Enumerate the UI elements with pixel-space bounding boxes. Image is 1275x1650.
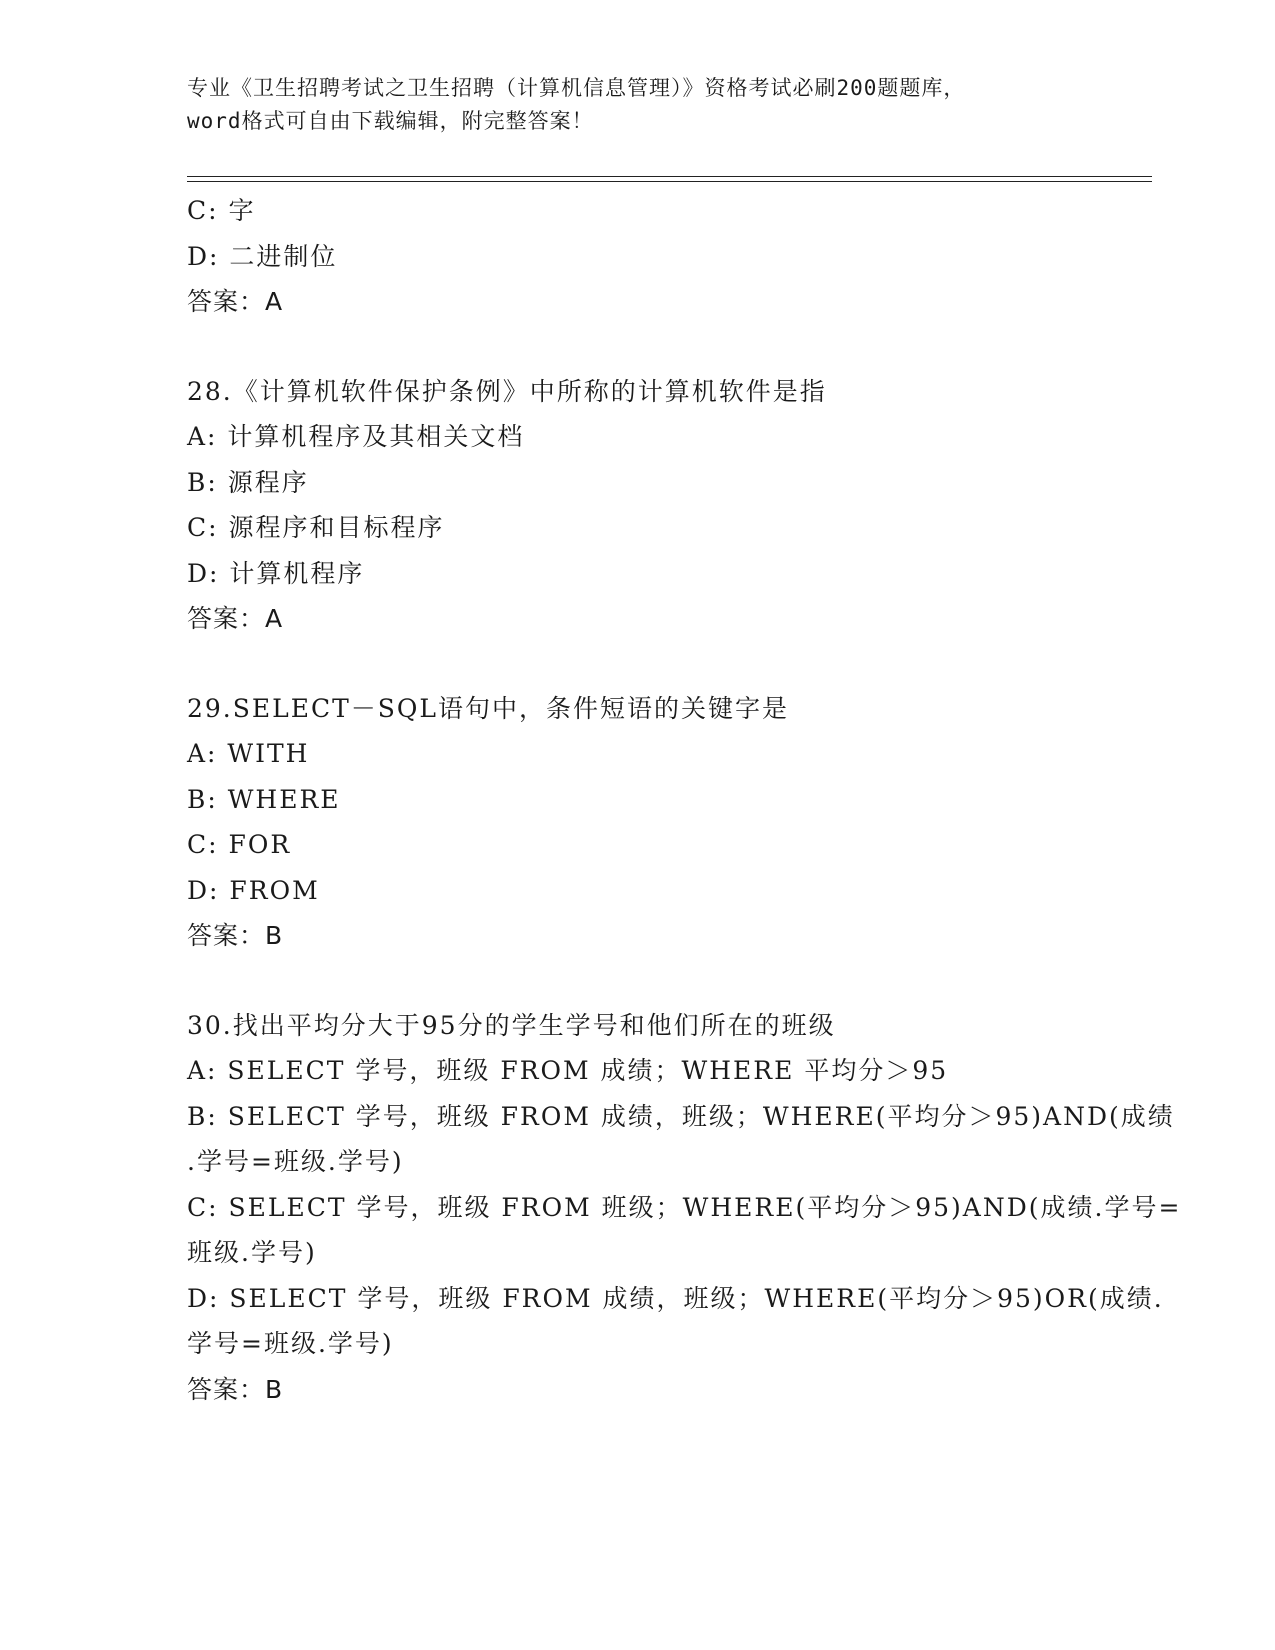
q28-option-b: B: 源程序 xyxy=(187,467,309,497)
q29-option-b: B: WHERE xyxy=(187,784,341,814)
q28-option-a: A: 计算机程序及其相关文档 xyxy=(187,422,525,451)
q28-answer: 答案：A xyxy=(187,604,284,633)
document-header xyxy=(187,72,1087,138)
spacer xyxy=(187,325,1087,369)
q30-option-c-line2: 班级.学号) xyxy=(187,1238,317,1267)
q29-option-a: A: WITH xyxy=(187,739,310,768)
q28-question: 28.《计算机软件保护条例》中所称的计算机软件是指 xyxy=(187,376,827,406)
q30-option-a: A: SELECT 学号，班级 FROM 成绩；WHERE 平均分＞95 xyxy=(187,1056,949,1085)
q29-option-d: D: FROM xyxy=(187,875,320,905)
q30-answer: 答案：B xyxy=(187,1374,284,1404)
prev-option-d: D: 二进制位 xyxy=(187,241,338,271)
prev-answer: 答案：A xyxy=(187,287,284,316)
q30-option-b-line1: B: SELECT 学号，班级 FROM 成绩，班级；WHERE(平均分＞95)AND(成绩 xyxy=(187,1101,1175,1131)
q30-option-d-line2: 学号=班级.学号) xyxy=(187,1329,394,1358)
header-rule-top xyxy=(187,176,1152,177)
q29-question: 29.SELECT－SQL语句中，条件短语的关键字是 xyxy=(187,693,790,723)
prev-option-c: C: 字 xyxy=(187,196,256,225)
q30-question: 30.找出平均分大于95分的学生学号和他们所在的班级 xyxy=(187,1010,836,1040)
spacer xyxy=(187,959,1087,1003)
q28-option-c: C: 源程序和目标程序 xyxy=(187,513,445,542)
header-line-1: 专业《卫生招聘考试之卫生招聘（计算机信息管理）》资格考试必刷200题题库， xyxy=(187,76,966,100)
q30-option-b-line2: .学号=班级.学号) xyxy=(187,1147,404,1176)
q29-option-c: C: FOR xyxy=(187,830,292,859)
header-rule-bottom xyxy=(187,181,1152,182)
q28-option-d: D: 计算机程序 xyxy=(187,558,365,588)
header-line-2: word格式可自由下载编辑，附完整答案！ xyxy=(187,109,594,133)
question-content xyxy=(187,188,1182,1412)
q30-option-c-line1: C: SELECT 学号，班级 FROM 班级；WHERE(平均分＞95)AND(成绩.学号= xyxy=(187,1192,1182,1222)
q30-option-d-line1: D: SELECT 学号，班级 FROM 成绩，班级；WHERE(平均分＞95)OR(成绩. xyxy=(187,1283,1164,1313)
q29-answer: 答案：B xyxy=(187,921,284,950)
spacer xyxy=(187,642,1087,686)
